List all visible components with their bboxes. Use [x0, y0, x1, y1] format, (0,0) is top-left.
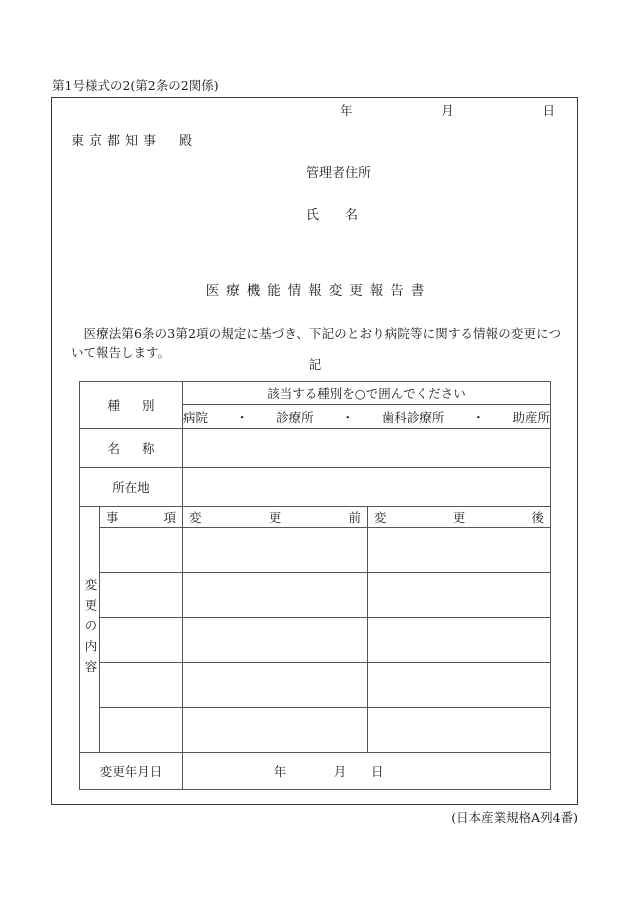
kind-options-cell [183, 405, 551, 429]
manager-name-label-part2: 名 [345, 208, 359, 223]
change-date-day-label: 日 [371, 764, 384, 779]
change-header-before [183, 507, 368, 528]
kind-instruction-cell: 該当する種別を○で囲んでください [183, 382, 551, 405]
change-before-cell[interactable] [183, 618, 368, 663]
table-row [80, 663, 551, 708]
change-after-cell[interactable] [368, 618, 551, 663]
paper-size-note: (日本産業規格A列4番) [451, 810, 578, 825]
manager-name-label-part1: 氏 [306, 208, 320, 223]
change-content-vertical-label: 変更の内容 [83, 578, 98, 681]
change-before-cell[interactable] [183, 663, 368, 708]
change-header-before-part1: 変 [189, 510, 202, 525]
body-paragraph: 医療法第6条の3第2項の規定に基づき、下記のとおり病院等に関する情報の変更について報告します。 [71, 326, 561, 361]
name-label-part1: 名 [107, 441, 120, 456]
change-header-after-part3: 後 [531, 510, 545, 525]
change-header-item-part2: 項 [163, 510, 176, 525]
kind-separator-2: ・ [341, 409, 354, 425]
table-row-name [80, 429, 551, 468]
change-item-cell[interactable] [100, 573, 183, 618]
kind-label-cell [80, 382, 183, 429]
kind-label-part2: 別 [142, 398, 155, 413]
table-row [80, 618, 551, 663]
change-date-label-cell: 変更年月日 [80, 753, 183, 790]
location-label-cell: 所在地 [80, 468, 183, 507]
table-row-change-date [80, 753, 551, 790]
kind-option-dental-clinic[interactable]: 歯科診療所 [381, 409, 445, 425]
table-row [80, 573, 551, 618]
table-row [80, 528, 551, 573]
name-value-cell[interactable] [183, 429, 551, 468]
change-date-year-label: 年 [273, 764, 287, 779]
addressee-honorific: 殿 [179, 134, 193, 149]
kind-option-clinic[interactable]: 診療所 [276, 409, 314, 425]
change-header-before-part2: 更 [268, 510, 282, 525]
table-row-kind [80, 382, 551, 405]
kind-label-part1: 種 [107, 398, 120, 413]
change-header-after-part1: 変 [374, 510, 387, 525]
form-table [79, 381, 551, 790]
kind-option-midwifery[interactable]: 助産所 [512, 409, 550, 425]
kind-option-hospital[interactable]: 病院 [183, 409, 209, 425]
submission-date-line [340, 101, 555, 119]
table-row [80, 708, 551, 753]
change-item-cell[interactable] [100, 528, 183, 573]
change-item-cell[interactable] [100, 708, 183, 753]
kind-separator-3: ・ [472, 409, 485, 425]
document-title: 医療機能情報変更報告書 [205, 283, 432, 299]
change-after-cell[interactable] [368, 708, 551, 753]
change-item-cell[interactable] [100, 618, 183, 663]
name-label-cell [80, 429, 183, 468]
location-value-cell[interactable] [183, 468, 551, 507]
ki-mark: 記 [308, 357, 322, 372]
change-item-cell[interactable] [100, 663, 183, 708]
addressee-name: 東京都知事 [71, 134, 162, 149]
change-header-after-part2: 更 [452, 510, 466, 525]
date-month-label: 月 [441, 103, 454, 118]
change-before-cell[interactable] [183, 528, 368, 573]
date-year-label: 年 [340, 103, 353, 118]
change-before-cell[interactable] [183, 708, 368, 753]
name-label-part2: 称 [142, 441, 155, 456]
form-code: 第1号様式の2(第2条の2関係) [52, 78, 219, 93]
addressee-line [71, 130, 192, 149]
table-row-change-header [80, 507, 551, 528]
change-content-vertical-label-cell [80, 507, 100, 753]
change-header-item [100, 507, 183, 528]
date-day-label: 日 [542, 103, 555, 118]
change-after-cell[interactable] [368, 573, 551, 618]
table-row-location [80, 468, 551, 507]
change-after-cell[interactable] [368, 663, 551, 708]
manager-name-label [306, 204, 358, 223]
change-header-after [368, 507, 551, 528]
change-after-cell[interactable] [368, 528, 551, 573]
kind-separator-1: ・ [235, 409, 249, 425]
change-date-value-cell[interactable] [183, 753, 551, 790]
change-before-cell[interactable] [183, 573, 368, 618]
manager-address-label: 管理者住所 [306, 166, 372, 181]
change-header-before-part3: 前 [348, 510, 361, 525]
change-date-month-label: 月 [333, 764, 347, 779]
change-header-item-part1: 事 [106, 510, 119, 525]
